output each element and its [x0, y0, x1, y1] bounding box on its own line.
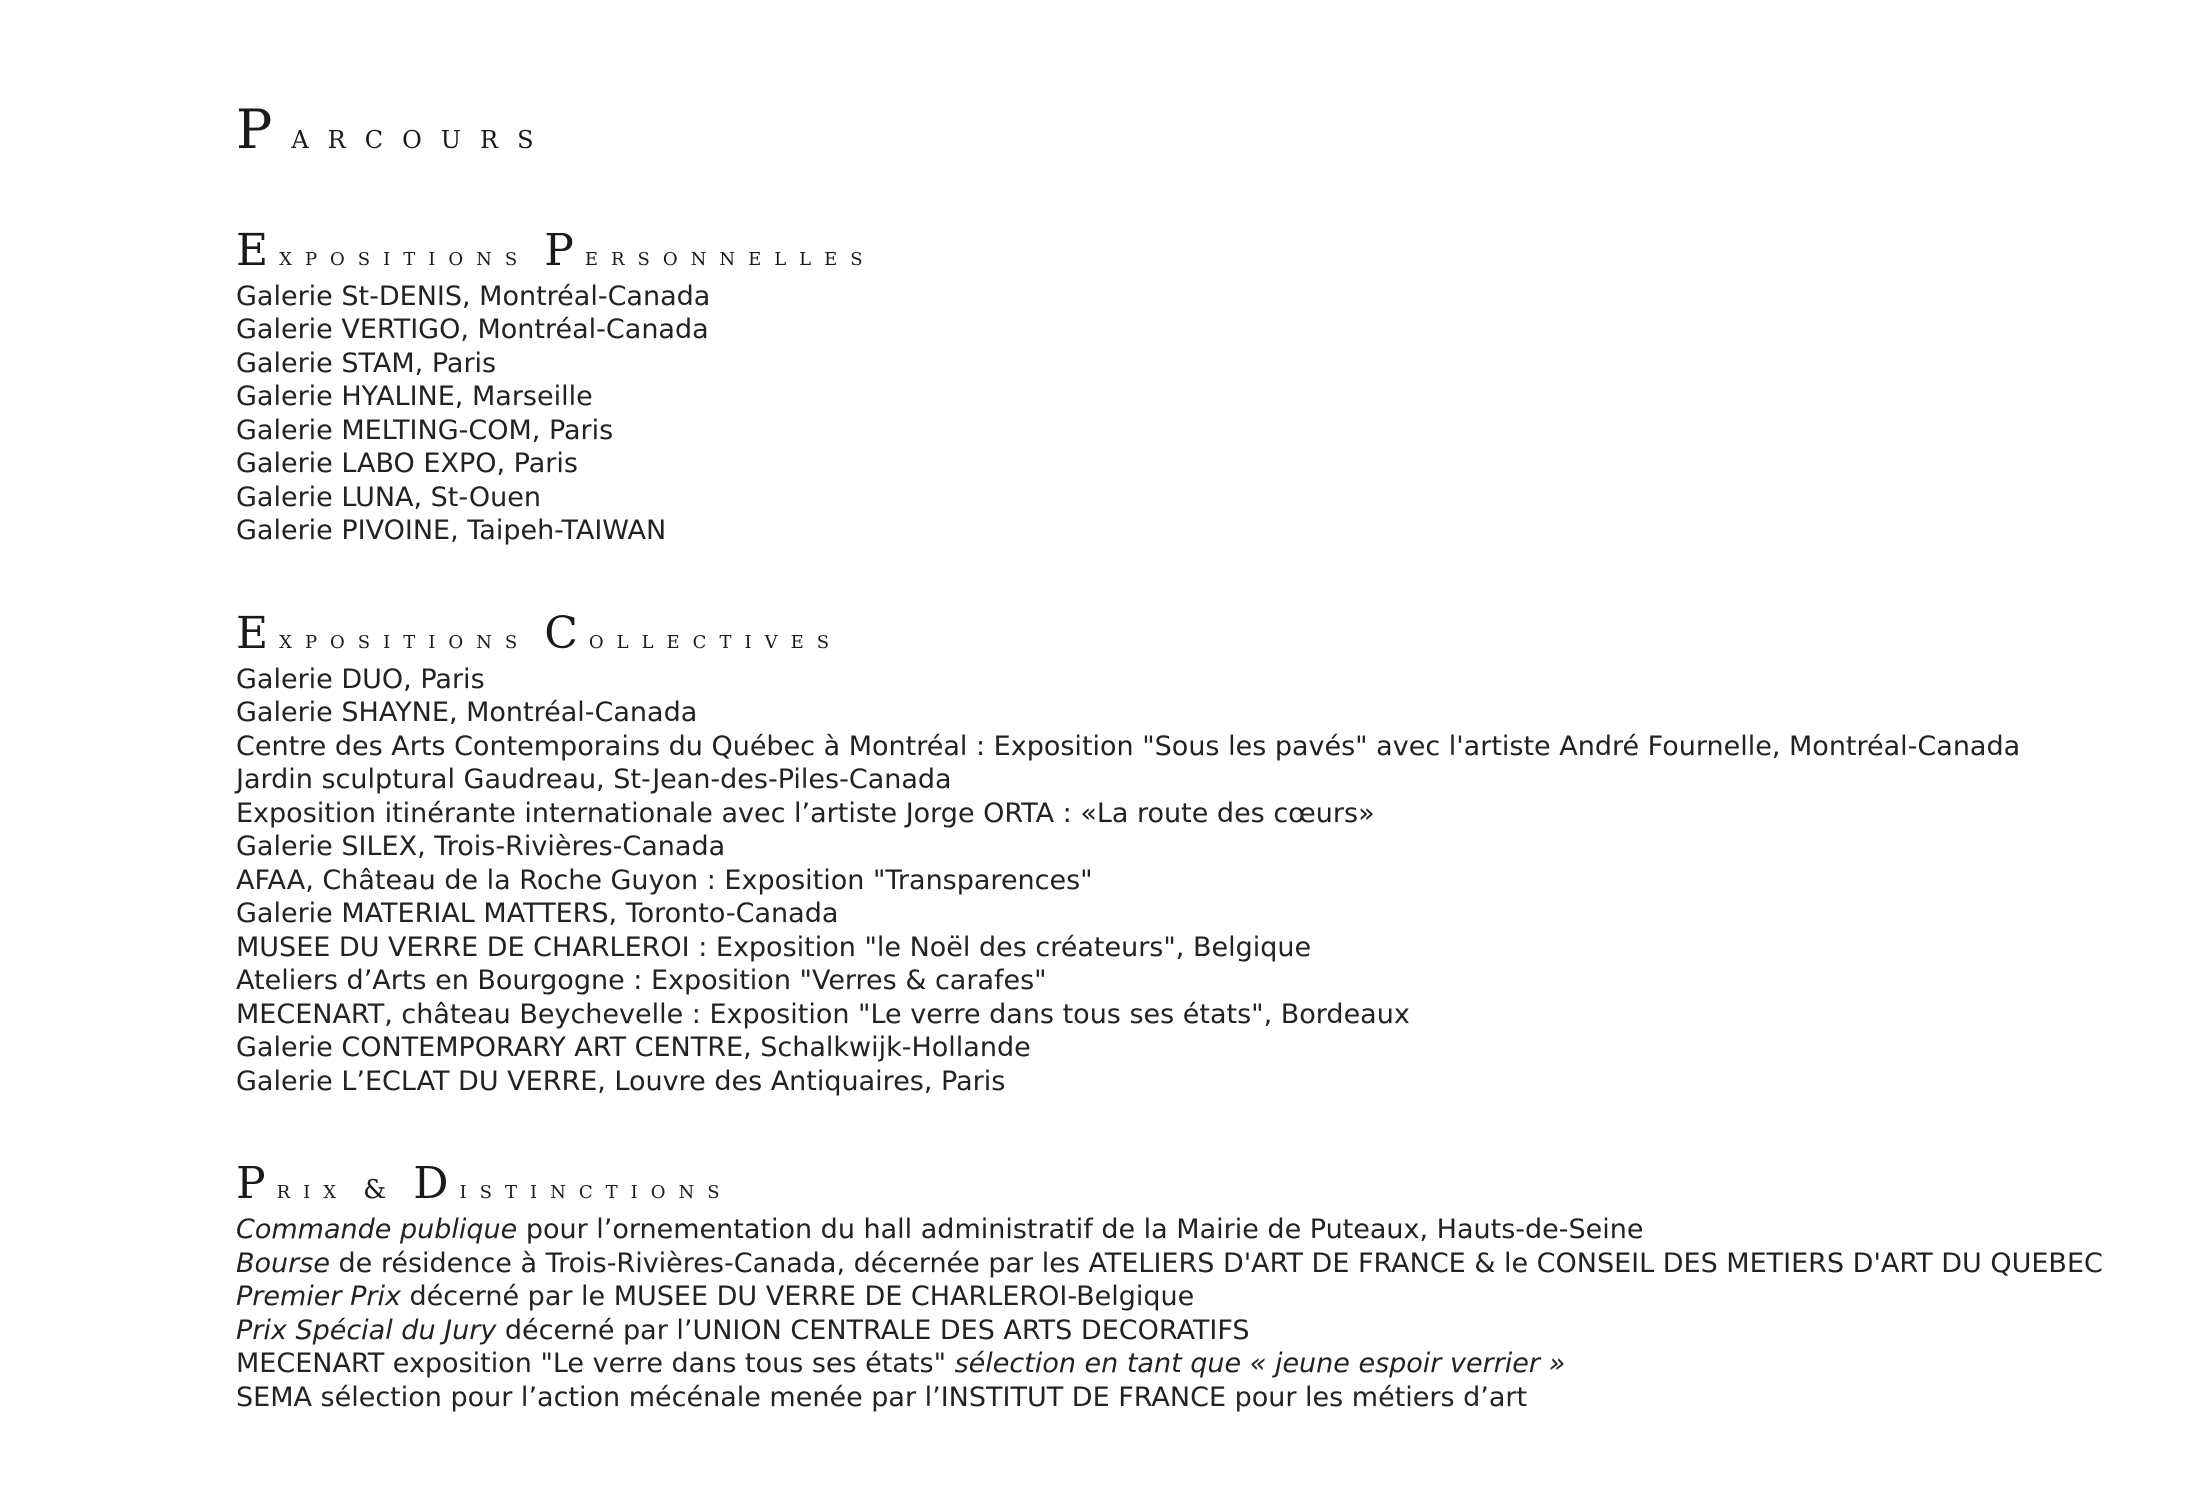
exhibition-list	[236, 280, 2186, 548]
award-note: sélection en tant que « jeune espoir verrier »	[954, 1348, 1566, 1380]
section-heading	[236, 1156, 2186, 1211]
heading-word: ollectives	[588, 624, 843, 655]
award-type: Premier Prix	[236, 1281, 401, 1313]
list-item: Galerie STAM, Paris	[236, 347, 497, 379]
list-item: Ateliers d’Arts en Bourgogne : Exposition "Verres & carafes"	[236, 965, 1047, 997]
list-item	[236, 1381, 2186, 1415]
exhibition-list	[236, 663, 2186, 1099]
list-item: AFAA, Château de la Roche Guyon : Exposition "Transparences"	[236, 864, 1093, 896]
heading-initial: E	[236, 224, 280, 276]
award-text: pour l’ornementation du hall administratif de la Mairie de Puteaux, Hauts-de-Seine	[517, 1214, 1644, 1246]
heading-initial: E	[236, 607, 280, 659]
heading-initial: P	[236, 1158, 277, 1210]
list-item: Galerie L’ECLAT DU VERRE, Louvre des Antiquaires, Paris	[236, 1065, 1006, 1097]
list-item	[236, 1213, 2186, 1247]
award-type: Commande publique	[236, 1214, 518, 1246]
heading-initial: P	[544, 224, 585, 276]
list-item: Galerie St-DENIS, Montréal-Canada	[236, 280, 711, 312]
heading-ampersand: &	[363, 1175, 400, 1206]
list-item: Galerie PIVOINE, Taipeh-TAIWAN	[236, 515, 667, 547]
list-item	[236, 1314, 2186, 1348]
award-text: SEMA sélection pour l’action mécénale menée par l’INSTITUT DE FRANCE pour les métiers d’art	[236, 1381, 1528, 1413]
list-item: Galerie SILEX, Trois-Rivières-Canada	[236, 831, 726, 863]
heading-word: xpositions	[279, 624, 531, 655]
heading-word: xpositions	[279, 241, 531, 272]
list-item	[236, 1347, 2186, 1381]
list-item: Galerie SHAYNE, Montréal-Canada	[236, 697, 698, 729]
award-text: décerné par le MUSEE DU VERRE DE CHARLEROI-Belgique	[400, 1281, 1195, 1313]
heading-initial: D	[413, 1158, 460, 1210]
list-item: Exposition itinérante internationale avec l’artiste Jorge ORTA : «La route des cœurs»	[236, 797, 1375, 829]
heading-word: istinctions	[459, 1175, 733, 1206]
section-expositions-collectives	[236, 606, 2186, 1099]
list-item: Jardin sculptural Gaudreau, St-Jean-des-Piles-Canada	[236, 764, 952, 796]
list-item: Galerie CONTEMPORARY ART CENTRE, Schalkwijk-Hollande	[236, 1032, 1031, 1064]
award-list	[236, 1213, 2186, 1414]
list-item	[236, 1280, 2186, 1314]
list-item	[236, 1247, 2186, 1281]
award-text: de résidence à Trois-Rivières-Canada, décernée par les ATELIERS D'ART DE FRANCE & le CONSEIL DES METIERS D'ART DU QUEBEC	[329, 1247, 2103, 1279]
award-text: décerné par l’UNION CENTRALE DES ARTS DECORATIFS	[496, 1314, 1250, 1346]
heading-word: rix	[276, 1175, 350, 1206]
title-rest: arcours	[291, 117, 553, 157]
heading-word: ersonnelles	[584, 241, 876, 272]
list-item: MECENART, château Beychevelle : Exposition "Le verre dans tous ses états", Bordeaux	[236, 998, 1410, 1030]
section-heading	[236, 223, 2186, 278]
list-item: Galerie MATERIAL MATTERS, Toronto-Canada	[236, 898, 839, 930]
award-type: Bourse	[236, 1247, 330, 1279]
heading-initial: C	[544, 607, 589, 659]
list-item: Centre des Arts Contemporains du Québec à Montréal : Exposition "Sous les pavés" avec l'artiste André Fournelle, Montréal-Canada	[236, 730, 2021, 762]
list-item: Galerie VERTIGO, Montréal-Canada	[236, 314, 709, 346]
list-item: Galerie HYALINE, Marseille	[236, 381, 593, 413]
award-text: MECENART exposition "Le verre dans tous ses états"	[236, 1348, 955, 1380]
award-type: Prix Spécial du Jury	[236, 1314, 497, 1346]
list-item: MUSEE DU VERRE DE CHARLEROI : Exposition "le Noël des créateurs", Belgique	[236, 931, 1312, 963]
list-item: Galerie LUNA, St-Ouen	[236, 481, 541, 513]
section-prix-distinctions	[236, 1156, 2186, 1414]
section-expositions-personnelles	[236, 223, 2186, 548]
section-heading	[236, 606, 2186, 661]
list-item: Galerie LABO EXPO, Paris	[236, 448, 578, 480]
page-title	[236, 98, 2186, 163]
document-page	[236, 98, 2186, 1472]
list-item: Galerie MELTING-COM, Paris	[236, 414, 614, 446]
list-item: Galerie DUO, Paris	[236, 663, 485, 695]
title-initial: P	[236, 98, 292, 161]
